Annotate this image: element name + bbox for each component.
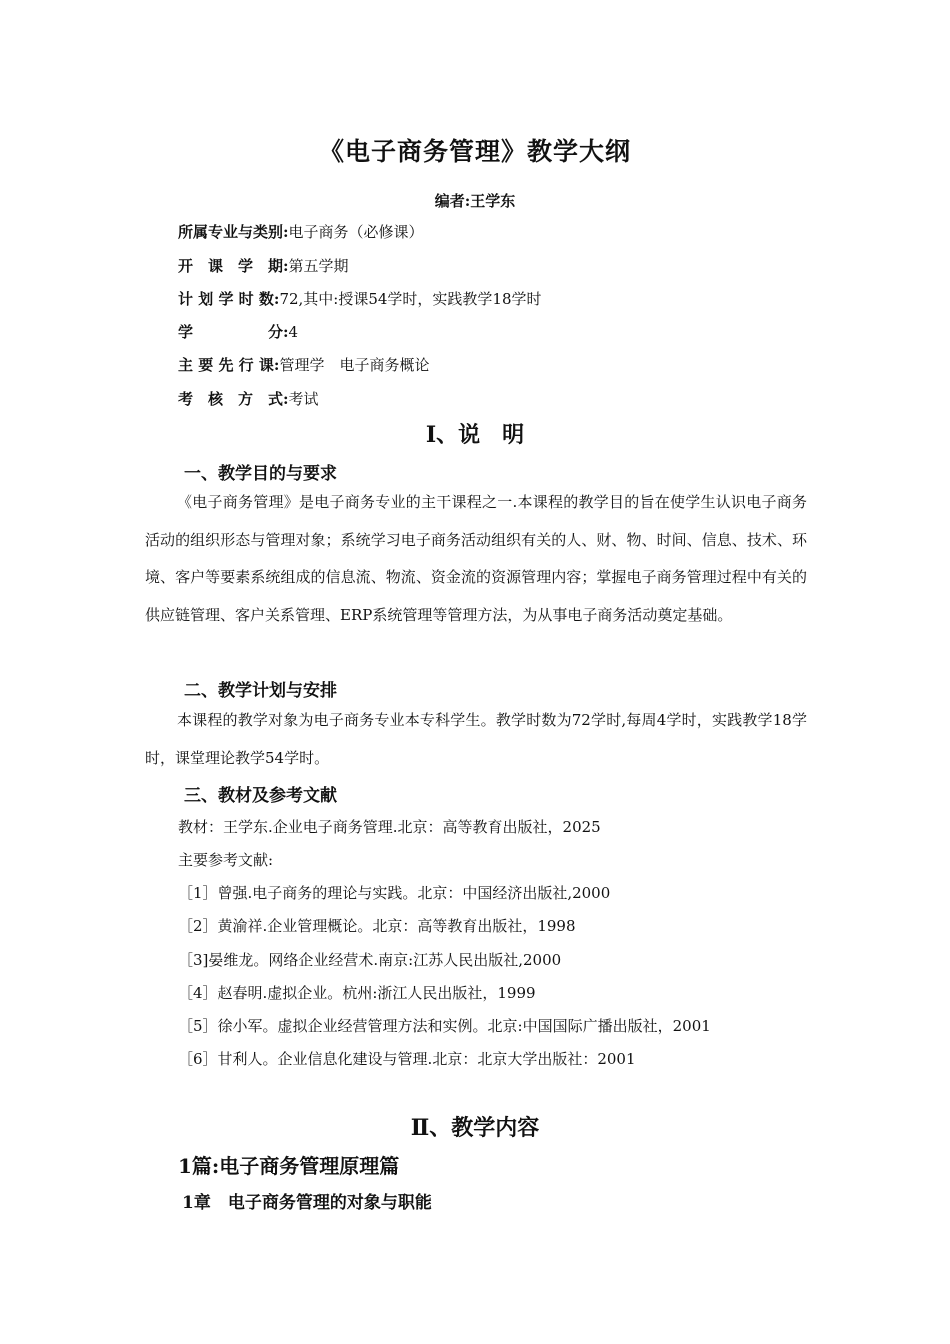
objectives-paragraph: 《电子商务管理》是电子商务专业的主干课程之一.本课程的教学目的旨在使学生认识电子商务活动的组织形态与管理对象；系统学习电子商务活动组织有关的人、财、物、时间、信息、技术、环境、客户等要素系统组成的信息流、物流、资金流的资源管理内容；掌握电子商务管理过程中有关的供应链管理、客户关系管理、ERP系统管理等管理方法，为从事电子商务活动奠定基础。 <box>145 493 807 624</box>
plan-paragraph: 本课程的教学对象为电子商务专业本专科学生。教学时数为72学时,每周4学时，实践教学18学时，课堂理论教学54学时。 <box>145 711 807 767</box>
chapter-title: 1章 电子商务管理的对象与职能 <box>182 1193 432 1213</box>
meta-row-credits <box>178 322 298 342</box>
meta-row-major <box>178 222 424 242</box>
meta-label: 考 核 方 式: <box>178 390 289 408</box>
meta-label: 开 课 学 期: <box>178 257 289 275</box>
meta-value: 4 <box>288 323 299 341</box>
reference-item: ［3]晏维龙。网络企业经营术.南京:江苏人民出版社,2000 <box>178 951 562 969</box>
meta-value: 第五学期 <box>288 257 349 275</box>
meta-row-hours <box>178 289 542 309</box>
meta-value: 考试 <box>288 390 319 408</box>
reference-item: ［1］曾强.电子商务的理论与实践。北京：中国经济出版社,2000 <box>178 884 611 902</box>
meta-row-assessment <box>178 389 319 409</box>
document-author: 编者:王学东 <box>434 192 516 210</box>
reference-item: ［2］黄渝祥.企业管理概论。北京：高等教育出版社，1998 <box>178 917 576 935</box>
document-title: 《电子商务管理》教学大纲 <box>318 137 631 166</box>
subsection-title-plan: 二、教学计划与安排 <box>184 681 337 701</box>
meta-row-semester <box>178 256 349 276</box>
reference-item: ［4］赵春明.虚拟企业。杭州:浙江人民出版社，1999 <box>178 984 536 1002</box>
section-title-content: Ⅱ、教学内容 <box>410 1115 540 1141</box>
subsection-title-objectives: 一、教学目的与要求 <box>184 464 337 484</box>
references-heading: 主要参考文献: <box>178 851 274 869</box>
textbook-line: 教材：王学东.企业电子商务管理.北京：高等教育出版社，2025 <box>178 818 601 836</box>
reference-item: ［6］甘利人。企业信息化建设与管理.北京：北京大学出版社：2001 <box>178 1050 636 1068</box>
meta-label: 学 分: <box>178 323 289 341</box>
meta-value: 电子商务（必修课） <box>288 223 424 241</box>
meta-label: 主 要 先 行 课: <box>178 356 280 374</box>
meta-value: 管理学 电子商务概论 <box>279 356 430 374</box>
meta-label: 所属专业与类别: <box>178 223 289 241</box>
meta-row-prerequisites <box>178 355 429 375</box>
subsection-title-references: 三、教材及参考文献 <box>184 786 337 806</box>
meta-label: 计 划 学 时 数: <box>178 290 280 308</box>
section-title-description: Ⅰ、说 明 <box>425 422 525 448</box>
reference-item: ［5］徐小军。虚拟企业经营管理方法和实例。北京:中国国际广播出版社，2001 <box>178 1017 711 1035</box>
part-title: 1篇:电子商务管理原理篇 <box>178 1154 400 1178</box>
meta-value: 72,其中:授课54学时，实践教学18学时 <box>279 290 542 308</box>
